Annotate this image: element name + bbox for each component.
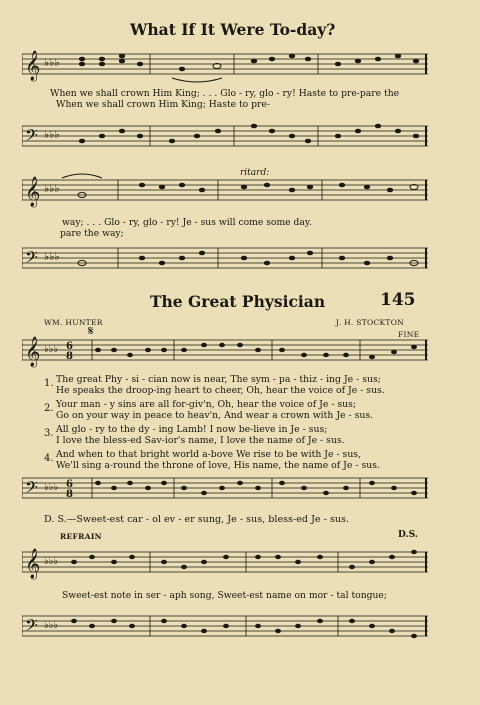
refrain-lyric: Sweet-est note in ser - aph song, Sweet-est name on mor - tal tongue; — [62, 590, 387, 601]
lyric-line-2b: pare the way; — [60, 228, 124, 239]
ds-lyric-line: D. S.—Sweet-est car - ol ev - er sung, Je - sus, bless-ed Je - sus. — [44, 514, 350, 525]
svg-text:𝄢: 𝄢 — [25, 477, 38, 501]
staff-treble-4 — [22, 540, 428, 584]
ritard-marking: ritard: — [240, 168, 270, 178]
svg-text:8: 8 — [66, 351, 73, 362]
verse-2-line-2: Go on your way in peace to heav'n, And wear a crown with Je - sus. — [56, 410, 374, 421]
staff-treble-3 — [22, 330, 428, 372]
svg-text:𝄞: 𝄞 — [25, 337, 41, 367]
segno-icon: 𝄋 — [88, 324, 94, 339]
verse-number-3: 3. — [44, 428, 54, 439]
svg-text:𝄞: 𝄞 — [25, 549, 41, 579]
lyric-line-2a: way; . . . Glo - ry, glo - ry! Je - sus will come some day. — [62, 217, 312, 228]
verse-3-line-2: I love the bless-ed Sav-ior's name, I love the name of Je - sus. — [56, 435, 345, 446]
svg-text:♭♭♭: ♭♭♭ — [44, 482, 59, 493]
verse-number-4: 4. — [44, 453, 54, 464]
ds-marking: D.S. — [398, 530, 418, 540]
svg-text:♭♭♭: ♭♭♭ — [44, 556, 59, 567]
staff-treble-2 — [22, 172, 428, 216]
svg-text:8: 8 — [66, 489, 73, 500]
verse-4-line-2: We'll sing a-round the throne of love, His name, the name of Je - sus. — [56, 460, 380, 471]
lyric-line-1b: When we shall crown Him King; Haste to pre- — [56, 99, 270, 110]
author-credit: WM. HUNTER — [44, 318, 103, 327]
verse-number-1: 1. — [44, 378, 54, 389]
verse-1-line-1: The great Phy - si - cian now is near, The sym - pa - thiz - ing Je - sus; — [56, 374, 381, 385]
hymn-number: 145 — [380, 290, 416, 310]
staff-treble-1 — [22, 42, 428, 92]
svg-text:♭♭♭: ♭♭♭ — [44, 620, 59, 631]
lyric-line-1a: When we shall crown Him King; . . . Glo - ry, glo - ry! Haste to pre-pare the — [50, 88, 400, 99]
svg-text:𝄢: 𝄢 — [25, 125, 38, 149]
svg-text:𝄞: 𝄞 — [25, 51, 41, 81]
svg-text:♭♭♭: ♭♭♭ — [44, 182, 60, 195]
svg-text:6: 6 — [66, 341, 73, 352]
fine-marking: FINE — [398, 330, 420, 339]
refrain-label: REFRAIN — [60, 532, 102, 541]
staff-bass-4 — [22, 604, 428, 648]
svg-text:♭♭♭: ♭♭♭ — [44, 250, 60, 263]
verse-3-line-1: All glo - ry to the dy - ing Lamb! I now be-lieve in Je - sus; — [56, 424, 328, 435]
verse-2-line-1: Your man - y sins are all for-giv'n, Oh, hear the voice of Je - sus; — [56, 399, 357, 410]
staff-bass-1 — [22, 108, 428, 160]
composer-credit: J. H. STOCKTON — [336, 318, 405, 327]
svg-text:𝄢: 𝄢 — [25, 247, 38, 271]
staff-bass-3 — [22, 468, 428, 510]
staff-bass-2 — [22, 236, 428, 280]
verse-1-line-2: He speaks the droop-ing heart to cheer, Oh, hear the voice of Je - sus. — [56, 385, 385, 396]
verse-number-2: 2. — [44, 403, 54, 414]
svg-text:♭♭♭: ♭♭♭ — [44, 128, 60, 141]
svg-text:6: 6 — [66, 479, 73, 490]
svg-text:𝄢: 𝄢 — [25, 615, 38, 639]
song-title-great-physician: The Great Physician — [150, 292, 326, 311]
verse-4-line-1: And when to that bright world a-bove We rise to be with Je - sus, — [56, 449, 362, 460]
svg-text:♭♭♭: ♭♭♭ — [44, 344, 59, 355]
svg-text:♭♭♭: ♭♭♭ — [44, 56, 60, 69]
song-title-what-if: What If It Were To-day? — [130, 20, 336, 39]
svg-text:𝄞: 𝄞 — [25, 177, 41, 207]
